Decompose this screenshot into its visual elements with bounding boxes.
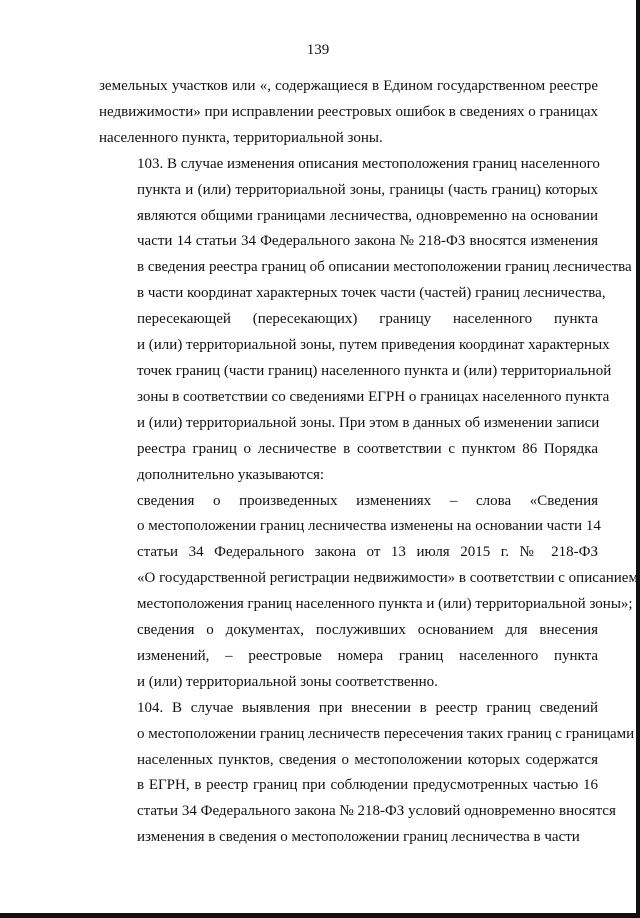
text-line: в ЕГРН, в реестр границ при соблюдении предусмотренных частью 16 — [137, 777, 598, 794]
text-line: в сведения реестра границ об описании местоположении границ лесничества — [137, 259, 632, 276]
text-line: и (или) территориальной зоны. При этом в данных об изменении записи — [137, 414, 600, 431]
paragraph — [99, 489, 638, 619]
text-line: являются общими границами лесничества, одновременно на основании — [137, 207, 598, 224]
text-line: дополнительно указываются: — [137, 466, 325, 483]
text-line: о местоположении границ лесничества изменены на основании части 14 — [137, 518, 601, 535]
text-line: в части координат характерных точек части (частей) границ лесничества, — [137, 285, 606, 302]
paragraph — [99, 74, 598, 152]
text-line: и (или) территориальной зоны соответственно. — [137, 673, 438, 690]
text-line: 104. В случае выявления при внесении в реестр границ сведений — [137, 699, 598, 716]
paragraph — [99, 152, 632, 489]
text-line: статьи 34 Федерального закона № 218-ФЗ условий одновременно вносятся — [137, 803, 616, 820]
text-line: и (или) территориальной зоны, путем приведения координат характерных — [137, 337, 610, 354]
text-line: земельных участков или «, содержащиеся в Едином государственном реестре — [99, 78, 598, 94]
paragraph — [99, 618, 598, 696]
text-line: местоположения границ населенного пункта и (или) территориальной зоны»; — [137, 596, 633, 613]
page-number: 139 — [306, 42, 330, 58]
text-line: населенного пункта, территориальной зоны. — [99, 129, 383, 146]
paragraph — [99, 696, 635, 851]
text-line: изменения в сведения о местоположении границ лесничества в части — [137, 829, 580, 846]
text-line: о местоположении границ лесничеств пересечения таких границ с границами — [137, 725, 635, 742]
document-body — [99, 74, 638, 851]
text-line: пересекающей (пересекающих) границу населенного пункта — [137, 311, 598, 328]
text-line: статьи 34 Федерального закона от 13 июля 2015 г. № 218-ФЗ — [137, 544, 598, 561]
text-line: части 14 статьи 34 Федерального закона № 218-ФЗ вносятся изменения — [137, 233, 598, 250]
text-line: зоны в соответствии со сведениями ЕГРН о границах населенного пункта — [137, 388, 610, 405]
text-line: недвижимости» при исправлении реестровых ошибок в сведениях о границах — [99, 103, 598, 120]
text-line: пункта и (или) территориальной зоны, границы (часть границ) которых — [137, 181, 598, 198]
text-line: сведения о произведенных изменениях – слова «Сведения — [137, 492, 598, 509]
text-line: 103. В случае изменения описания местоположения границ населенного — [137, 155, 600, 172]
text-line: населенных пунктов, сведения о местоположении которых содержатся — [137, 751, 598, 768]
text-line: точек границ (части границ) населенного пункта и (или) территориальной — [137, 362, 612, 379]
text-line: «О государственной регистрации недвижимости» в соответствии с описанием — [137, 570, 638, 587]
text-line: изменений, – реестровые номера границ населенного пункта — [137, 647, 598, 664]
text-line: реестра границ о лесничестве в соответствии с пунктом 86 Порядка — [137, 440, 598, 457]
text-line: сведения о документах, послуживших основанием для внесения — [137, 622, 598, 639]
